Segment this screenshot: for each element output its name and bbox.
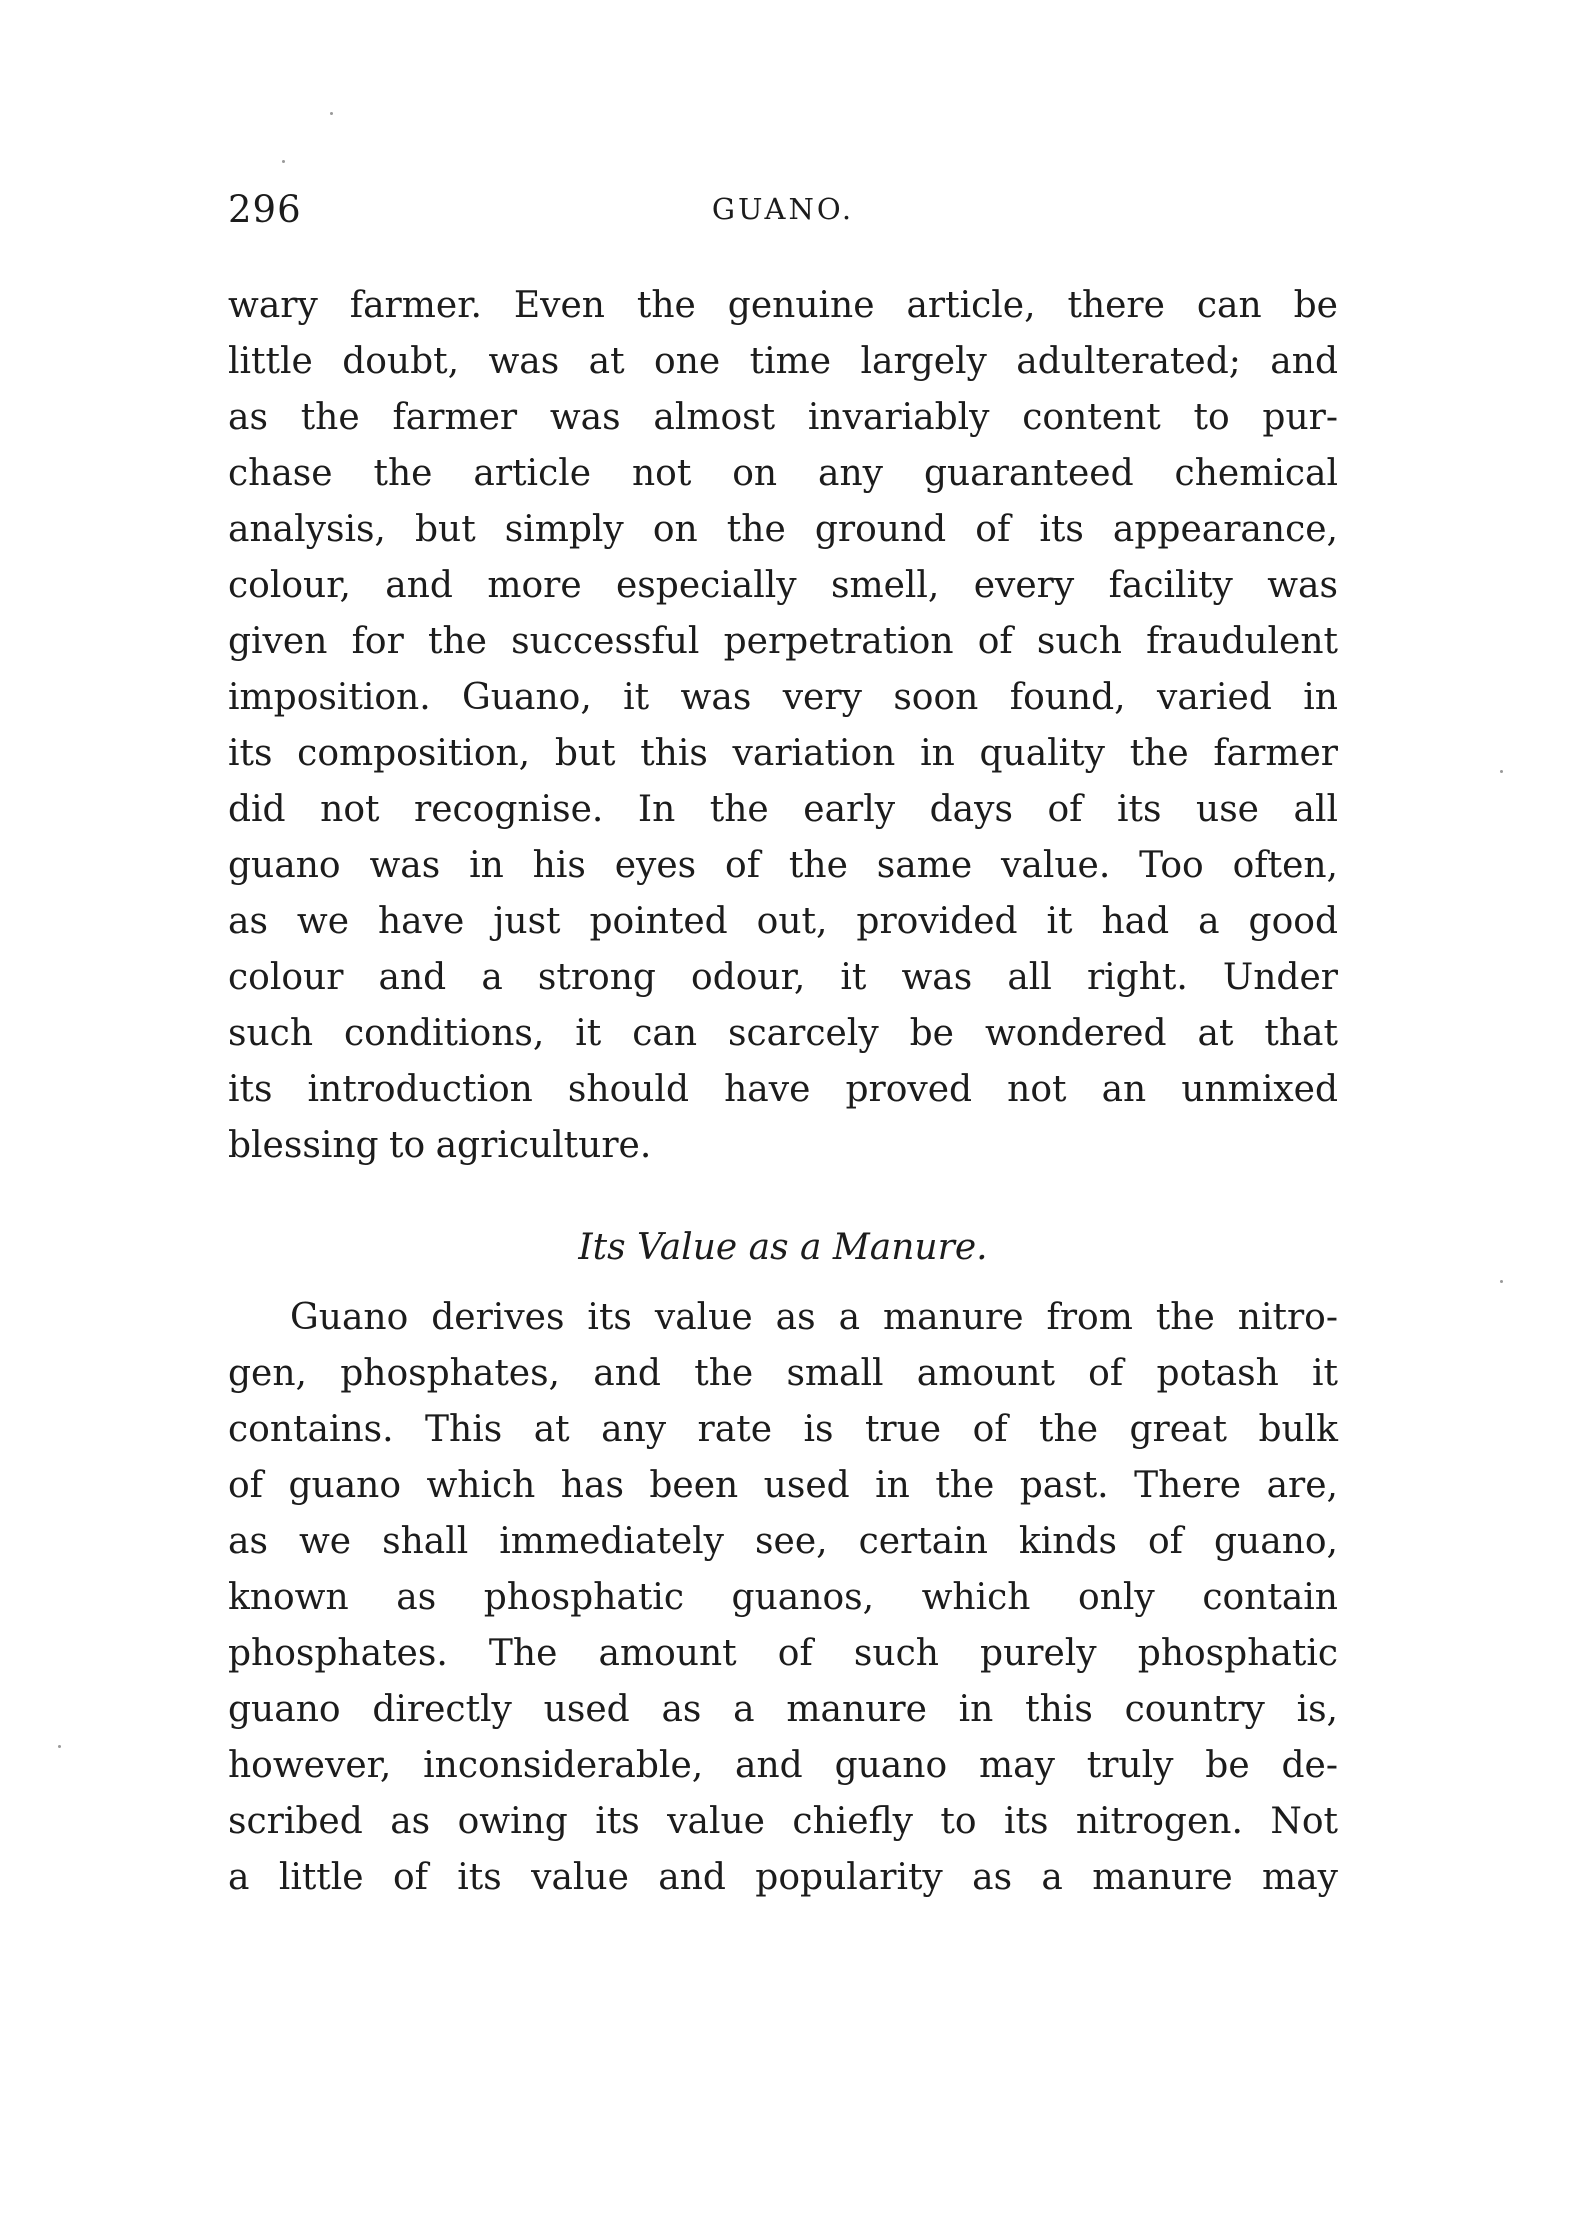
text-line: such conditions, it can scarcely be wondered at that (228, 1013, 1338, 1054)
text-line: chase the article not on any guaranteed chemical (228, 453, 1338, 494)
text-line: little doubt, was at one time largely adulterated; and (228, 341, 1338, 382)
text-line: scribed as owing its value chiefly to its nitrogen. Not (228, 1801, 1338, 1842)
text-line: did not recognise. In the early days of its use all (228, 789, 1338, 830)
text-line: contains. This at any rate is true of the great bulk (228, 1409, 1338, 1450)
text-line: its introduction should have proved not an unmixed (228, 1069, 1338, 1110)
scan-speck (330, 112, 333, 115)
text-line: wary farmer. Even the genuine article, there can be (228, 285, 1338, 326)
text-line: however, inconsiderable, and guano may truly be de- (228, 1745, 1338, 1786)
text-line: gen, phosphates, and the small amount of potash it (228, 1353, 1338, 1394)
text-line: colour and a strong odour, it was all right. Under (228, 957, 1338, 998)
text-line: colour, and more especially smell, every facility was (228, 565, 1338, 606)
text-line: phosphates. The amount of such purely phosphatic (228, 1633, 1338, 1674)
scan-speck (1500, 770, 1503, 773)
running-title: GUANO. (711, 192, 855, 226)
paragraph-continued (228, 278, 1338, 1174)
text-line: guano was in his eyes of the same value. Too often, (228, 845, 1338, 886)
running-head (228, 188, 1338, 238)
scan-speck (58, 1745, 61, 1748)
text-line: Guano derives its value as a manure from the nitro- (290, 1297, 1338, 1338)
section-heading: Its Value as a Manure. (578, 1227, 988, 1268)
text-line: imposition. Guano, it was very soon found, varied in (228, 677, 1338, 718)
scan-speck (1500, 1280, 1503, 1283)
text-line: as we shall immediately see, certain kinds of guano, (228, 1521, 1338, 1562)
text-line: as the farmer was almost invariably content to pur- (228, 397, 1338, 438)
scan-speck (282, 160, 285, 163)
text-line: known as phosphatic guanos, which only contain (228, 1577, 1338, 1618)
text-line: given for the successful perpetration of such fraudulent (228, 621, 1338, 662)
text-line: guano directly used as a manure in this country is, (228, 1689, 1338, 1730)
text-line: a little of its value and popularity as a manure may (228, 1857, 1338, 1898)
text-line: analysis, but simply on the ground of its appearance, (228, 509, 1338, 550)
text-line: its composition, but this variation in quality the farmer (228, 733, 1338, 774)
text-line: as we have just pointed out, provided it had a good (228, 901, 1338, 942)
page-number: 296 (228, 188, 302, 231)
text-line: of guano which has been used in the past. There are, (228, 1465, 1338, 1506)
paragraph (228, 1290, 1338, 1906)
text-line: blessing to agriculture. (228, 1125, 652, 1166)
